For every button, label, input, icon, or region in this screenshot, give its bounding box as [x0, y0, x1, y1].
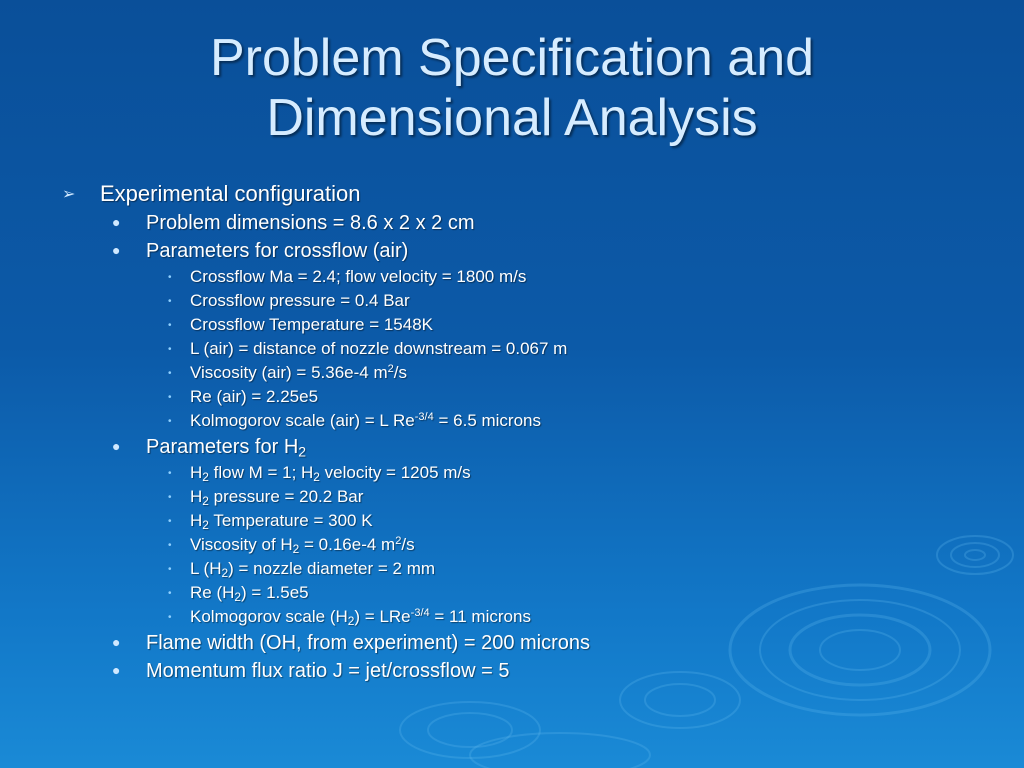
bullet-l-air: L (air) = distance of nozzle downstream = 0.067 m: [190, 339, 568, 358]
bullet-h2-pressure: $H_2$ pressure = 20.2 Bar: [190, 487, 364, 508]
bullet-re-h2: Re $(H_2) = 1.5e5$: [190, 583, 309, 604]
small-bullet-icon: •: [168, 392, 172, 403]
bullet-crossflow-ma: Crossflow Ma = 2.4; flow velocity = 1800 m/s: [190, 267, 527, 286]
bullet-kolmogorov-h2: Kolmogorov scale $(H_2) = LRe^{-3/4} = 11$ microns: [190, 606, 531, 628]
bullet-problem-dimensions: Problem dimensions = 8.6 x 2 x 2 cm: [146, 212, 475, 234]
small-bullet-icon: •: [168, 368, 172, 379]
bullet-h2-flow: $H_2$ flow M = 1; $H_2$ velocity = 1205 m/s: [190, 463, 471, 484]
dot-bullet-icon: ●: [112, 438, 121, 454]
dot-bullet-icon: ●: [112, 662, 121, 678]
arrow-bullet-icon: ➢: [62, 186, 76, 203]
dot-bullet-icon: ●: [112, 634, 121, 650]
small-bullet-icon: •: [168, 296, 172, 307]
bullet-experimental-configuration: Experimental configuration: [100, 181, 361, 206]
title-line-1: Problem Specification and: [209, 29, 815, 87]
small-bullet-icon: •: [168, 516, 172, 527]
small-bullet-icon: •: [168, 588, 172, 599]
slide-title: [60, 28, 964, 148]
small-bullet-icon: •: [168, 320, 172, 331]
bullet-momentum-flux: Momentum flux ratio J = jet/crossflow = 5: [146, 660, 510, 682]
small-bullet-icon: •: [168, 540, 172, 551]
small-bullet-icon: •: [168, 272, 172, 283]
small-bullet-icon: •: [168, 468, 172, 479]
bullet-viscosity-air: Viscosity (air) = 5.36e-4 $m^2/s$: [190, 362, 408, 382]
bullet-params-crossflow: Parameters for crossflow (air): [146, 240, 409, 262]
dot-bullet-icon: ●: [112, 242, 121, 258]
bullet-crossflow-temperature: Crossflow Temperature = 1548K: [190, 315, 434, 334]
small-bullet-icon: •: [168, 612, 172, 623]
small-bullet-icon: •: [168, 564, 172, 575]
bullet-h2-viscosity: Viscosity of $H_2 = 0.16e-4$ $m^2/s$: [190, 534, 415, 556]
bullet-l-h2: L $(H_2)$ = nozzle diameter = 2 mm: [190, 559, 436, 580]
bullet-kolmogorov-air: Kolmogorov scale (air) = L $Re^{-3/4} = 6.5$ microns: [190, 410, 542, 430]
title-line-2: Dimensional Analysis: [266, 89, 758, 147]
bullet-params-h2: Parameters for $H_2$: [146, 436, 307, 460]
small-bullet-icon: •: [168, 492, 172, 503]
small-bullet-icon: •: [168, 344, 172, 355]
bullet-h2-temperature: $H_2$ Temperature = 300 K: [190, 511, 373, 532]
bullet-crossflow-pressure: Crossflow pressure = 0.4 Bar: [190, 291, 410, 310]
small-bullet-icon: •: [168, 416, 172, 427]
dot-bullet-icon: ●: [112, 214, 121, 230]
bullet-re-air: Re (air) = 2.25e5: [190, 387, 319, 406]
bullet-flame-width: Flame width (OH, from experiment) = 200 microns: [146, 632, 591, 654]
